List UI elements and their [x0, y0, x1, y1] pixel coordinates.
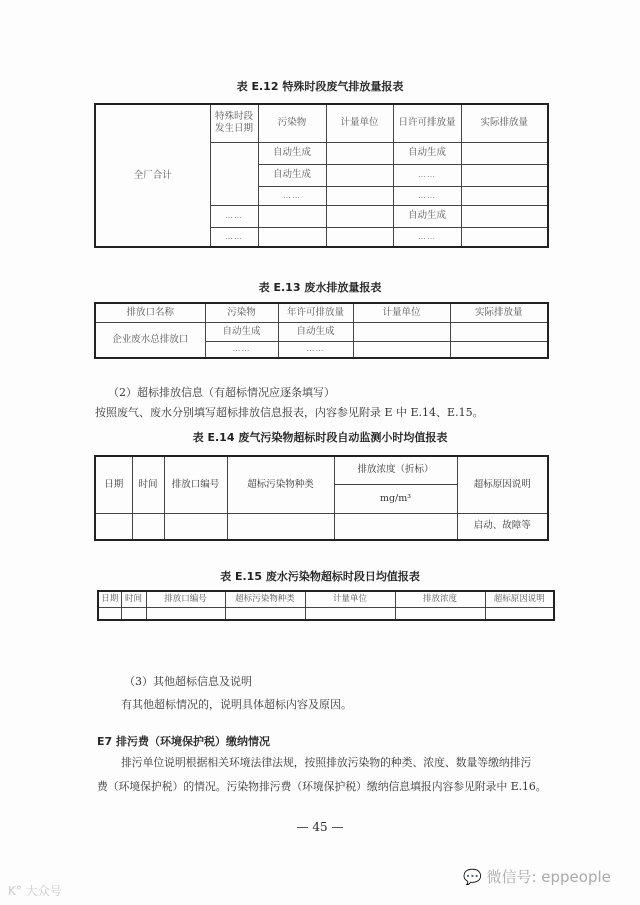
- cell: [227, 513, 334, 540]
- section2-text: 按照废气、废水分别填写超标排放信息报表，内容参见附录 E 中 E.14、E.15。: [95, 406, 484, 419]
- header-actual: 实际排放量: [461, 104, 548, 142]
- header-date: 日期: [95, 456, 132, 513]
- cell: [461, 205, 548, 227]
- cell: 自动生成: [258, 164, 326, 186]
- logo-icon: K°: [8, 884, 22, 898]
- cell: ……: [258, 186, 326, 205]
- header-reason: 超标原因说明: [485, 591, 554, 607]
- cell: [210, 142, 258, 205]
- cell: [326, 227, 393, 247]
- cell: ……: [393, 186, 461, 205]
- cell: [146, 607, 225, 620]
- cell: [450, 341, 548, 358]
- corner-watermark: [8, 882, 62, 899]
- cell: [461, 186, 548, 205]
- table-e13: [94, 302, 549, 359]
- cell: ……: [205, 341, 278, 358]
- wechat-id: 微信号: eppeople: [486, 868, 611, 886]
- cell: [450, 322, 548, 341]
- table-e15-title: 表 E.15 废水污染物超标时段日均值报表: [220, 570, 420, 583]
- cell: [395, 607, 485, 620]
- header-unit: 计量单位: [326, 104, 393, 142]
- e7-line2: 费（环境保护税）的情况。污染物排污费（环境保护税）缴纳信息填报内容参见附录中 E.16。: [97, 780, 547, 793]
- cell: [461, 164, 548, 186]
- cell: 自动生成: [278, 322, 353, 341]
- cell: ……: [278, 341, 353, 358]
- cell: [353, 341, 450, 358]
- wechat-icon: 💬: [463, 868, 482, 886]
- table-e12-title: 表 E.12 特殊时段废气排放量报表: [236, 80, 404, 93]
- row-label: 全厂合计: [95, 104, 210, 247]
- table-e15: [97, 590, 555, 621]
- cell: 自动生成: [393, 205, 461, 227]
- cell: [326, 186, 393, 205]
- cell: [305, 607, 395, 620]
- cell: [334, 513, 457, 540]
- cell: 启动、故障等: [457, 513, 548, 540]
- section2-heading: （2）超标排放信息（有超标情况应逐条填写）: [108, 386, 335, 399]
- cell: [95, 513, 132, 540]
- cell: [132, 513, 164, 540]
- section3-heading: （3）其他超标信息及说明: [124, 675, 252, 688]
- header-date: 特殊时段发生日期: [210, 104, 258, 142]
- cell: [121, 607, 146, 620]
- header-daily-permit: 日许可排放量: [393, 104, 461, 142]
- header-date: 日期: [98, 591, 121, 607]
- table-e14: [94, 455, 549, 541]
- section3-text: 有其他超标情况的，说明具体超标内容及原因。: [121, 698, 352, 711]
- header-outlet: 排放口名称: [95, 303, 205, 322]
- table-e13-title: 表 E.13 废水排放量报表: [258, 281, 382, 294]
- row-label: 企业废水总排放口: [95, 322, 205, 358]
- e7-heading: E7 排污费（环境保护税）缴纳情况: [97, 735, 270, 748]
- corner-watermark-text: 大众号: [25, 884, 62, 898]
- cell: [326, 142, 393, 164]
- cell: [258, 227, 326, 247]
- cell: [326, 164, 393, 186]
- page-number: — 45 —: [296, 820, 344, 834]
- cell: 自动生成: [205, 322, 278, 341]
- header-unit-mgm3: mg/m³: [334, 484, 457, 513]
- cell: [258, 205, 326, 227]
- header-time: 时间: [132, 456, 164, 513]
- e7-line1: 排污单位说明根据相关环境法律法规，按照排放污染物的种类、浓度、数量等缴纳排污: [121, 756, 532, 769]
- header-concentration: 排放浓度（折标）: [334, 456, 457, 484]
- cell: [98, 607, 121, 620]
- header-pollutant-type: 超标污染物种类: [225, 591, 305, 607]
- header-pollutant-type: 超标污染物种类: [227, 456, 334, 513]
- cell: [164, 513, 227, 540]
- cell: ……: [210, 205, 258, 227]
- header-outlet-id: 排放口编号: [146, 591, 225, 607]
- header-concentration: 排放浓度: [395, 591, 485, 607]
- cell: ……: [393, 164, 461, 186]
- wechat-watermark: [463, 866, 611, 887]
- header-unit: 计量单位: [353, 303, 450, 322]
- cell: ……: [393, 227, 461, 247]
- table-e12: [94, 103, 549, 248]
- cell: [461, 142, 548, 164]
- cell: [485, 607, 554, 620]
- cell: [461, 227, 548, 247]
- header-pollutant: 污染物: [258, 104, 326, 142]
- header-pollutant: 污染物: [205, 303, 278, 322]
- cell: [225, 607, 305, 620]
- header-actual: 实际排放量: [450, 303, 548, 322]
- header-outlet-id: 排放口编号: [164, 456, 227, 513]
- header-time: 时间: [121, 591, 146, 607]
- cell: [353, 322, 450, 341]
- header-reason: 超标原因说明: [457, 456, 548, 513]
- cell: 自动生成: [393, 142, 461, 164]
- table-e14-title: 表 E.14 废气污染物超标时段自动监测小时均值报表: [192, 431, 448, 444]
- cell: 自动生成: [258, 142, 326, 164]
- header-unit: 计量单位: [305, 591, 395, 607]
- header-annual-permit: 年许可排放量: [278, 303, 353, 322]
- cell: ……: [210, 227, 258, 247]
- cell: [326, 205, 393, 227]
